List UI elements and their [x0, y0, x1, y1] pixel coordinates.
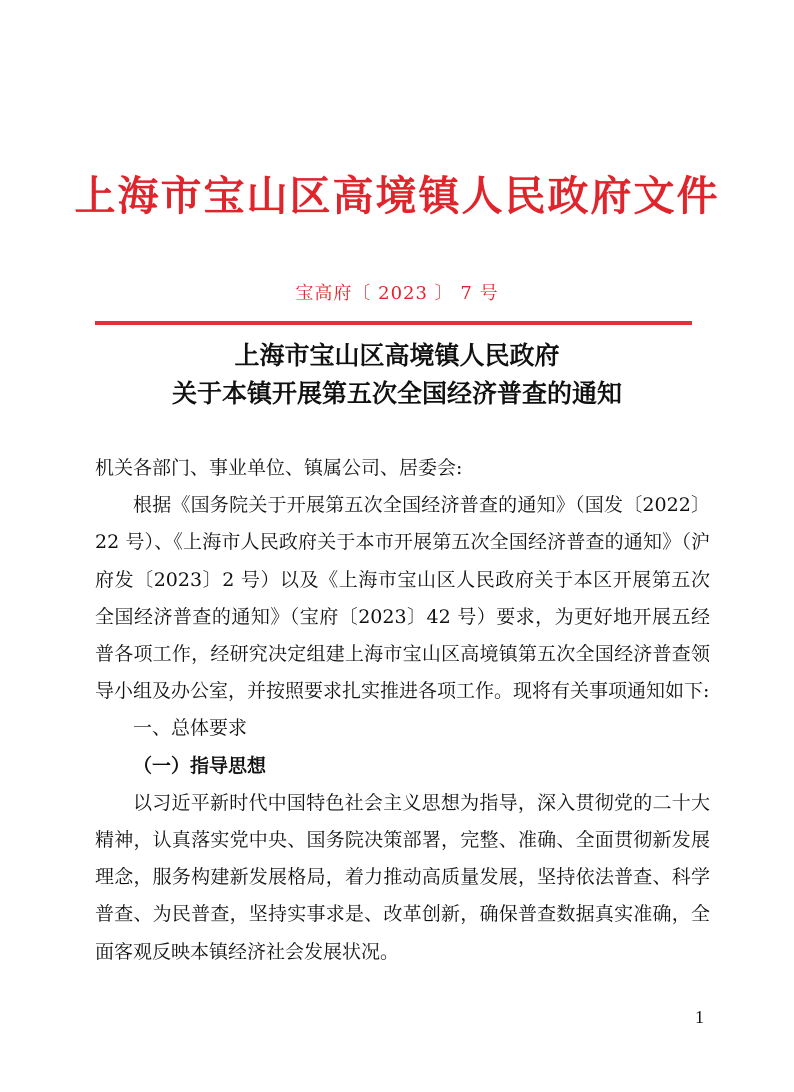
page-number: 1: [695, 1007, 704, 1027]
issuer-title: 上海市宝山区高境镇人民政府文件: [74, 172, 720, 220]
notice-title-line-1: 上海市宝山区高境镇人民政府: [234, 341, 560, 370]
notice-title-line-2: 关于本镇开展第五次全国经济普查的通知: [171, 379, 622, 408]
subsection-heading-guiding-ideology: （一）指导思想: [133, 754, 267, 777]
red-divider-line: [95, 321, 692, 325]
guiding-ideology-paragraph: 以习近平新时代中国特色社会主义思想为指导，深入贯彻党的二十大精神，认真落实党中央、国务院决策部署，完整、准确、全面贯彻新发展理念，服务构建新发展格局，着力推动高质量发展，坚持依法普查、科学普查、为民普查，坚持实事求是、改革创新，确保普查数据真实准确，全面客观反映本镇经济社会发展状况。: [95, 791, 710, 963]
intro-paragraph: 根据《国务院关于开展第五次全国经济普查的通知》（国发〔2022〕22 号）、《上海市人民政府关于本市开展第五次全国经济普查的通知》（沪府发〔2023〕2 号）以及《上海市宝山区人民政府关于本区开展第五次全国经济普查的通知》（宝府〔2023〕42 号）要求，为更好地开展五经普各项工作，经研究决定组建上海市宝山区高境镇第五次全国经济普查领导小组及办公室，并按照要求扎实推进各项工作。现将有关事项通知如下:: [95, 494, 710, 703]
document-number: 宝高府〔 2023 〕 7 号: [295, 283, 499, 304]
addressee: 机关各部门、事业单位、镇属公司、居委会:: [95, 457, 463, 479]
section-heading-general-requirements: 一、总体要求: [133, 717, 248, 740]
notice-body: [95, 450, 710, 971]
